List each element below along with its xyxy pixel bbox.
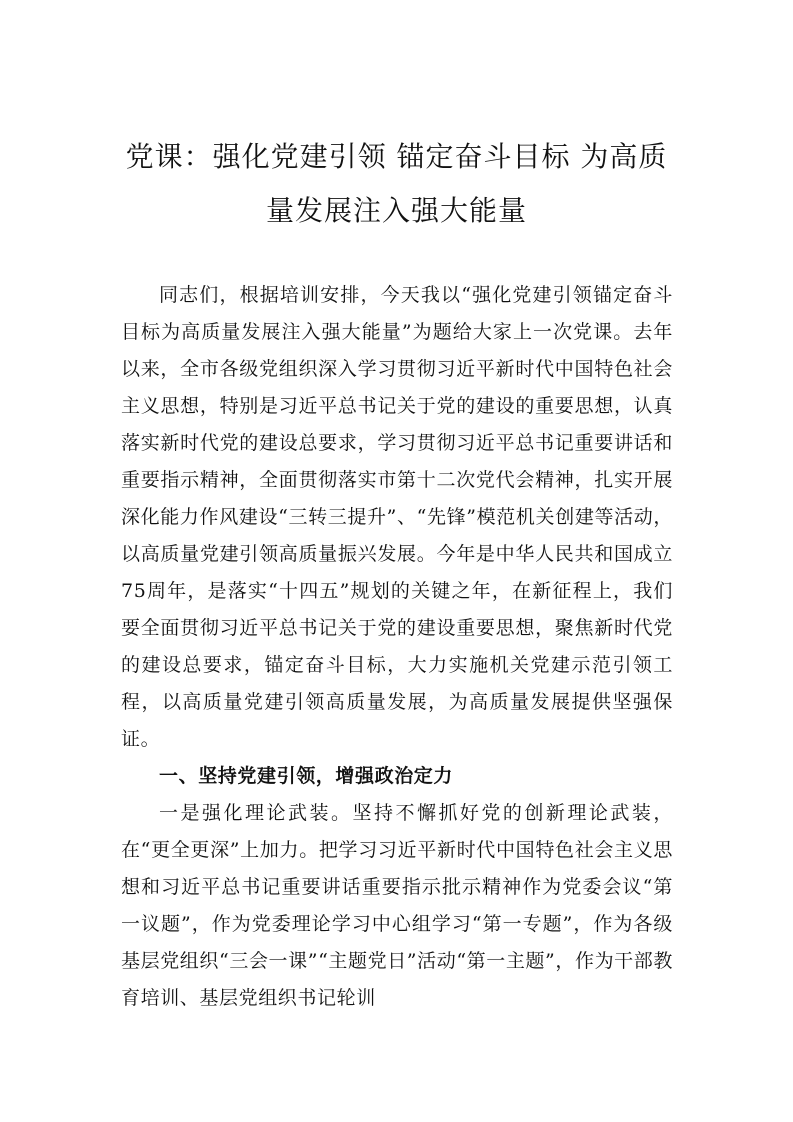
document-body <box>121 277 673 1017</box>
section-paragraph: 一是强化理论武装。坚持不懈抓好党的创新理论武装，在“更全更深”上加力。把学习习近平新时代中国特色社会主义思想和习近平总书记重要讲话重要指示批示精神作为党委会议“第一议题”，作为党委理论学习中心组学习“第一专题”，作为各级基层党组织“三会一课”“主题党日”活动“第一主题”，作为干部教育培训、基层党组织书记轮训 <box>121 802 673 1009</box>
intro-paragraph: 同志们，根据培训安排，今天我以“强化党建引领锚定奋斗目标为高质量发展注入强大能量”为题给大家上一次党课。去年以来，全市各级党组织深入学习贯彻习近平新时代中国特色社会主义思想，特别是习近平总书记关于党的建设的重要思想，认真落实新时代党的建设总要求，学习贯彻习近平总书记重要讲话和重要指示精神，全面贯彻落实市第十二次党代会精神，扎实开展深化能力作风建设“三转三提升”、“先锋”模范机关创建等活动，以高质量党建引领高质量振兴发展。今年是中华人民共和国成立75周年，是落实“十四五”规划的关键之年，在新征程上，我们要全面贯彻习近平总书记关于党的建设重要思想，聚焦新时代党的建设总要求，锚定奋斗目标，大力实施机关党建示范引领工程，以高质量党建引领高质量发展，为高质量发展提供坚强保证。 <box>121 284 673 750</box>
section-heading: 一、坚持党建引领，增强政治定力 <box>159 765 454 787</box>
title-line-2: 量发展注入强大能量 <box>265 194 527 227</box>
title-line-1: 党课：强化党建引领 锚定奋斗目标 为高质 <box>125 140 668 173</box>
document-title <box>100 130 693 238</box>
